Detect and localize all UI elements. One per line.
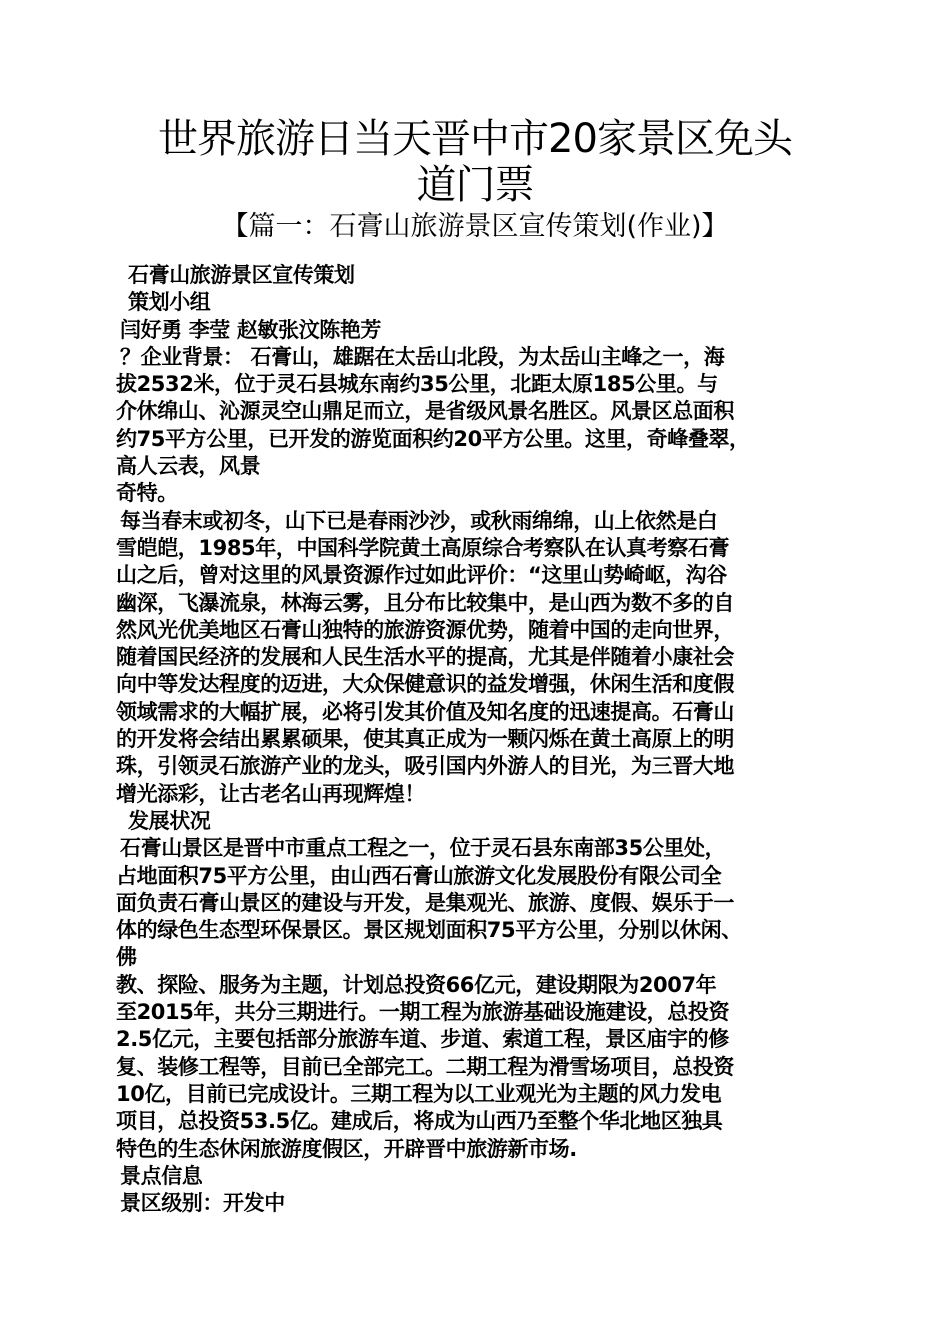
document-title xyxy=(100,116,850,208)
body-line: 体的绿色生态型环保景区。景区规划面积75平方公里，分别以休闲、 xyxy=(116,918,742,943)
body-line: 发展状况 xyxy=(128,808,211,833)
body-line: 佛 xyxy=(116,945,137,970)
body-line: 约75平方公里，已开发的游览面积约20平方公里。这里，奇峰叠翠， xyxy=(116,426,750,451)
body-line: 增光添彩，让古老名山再现辉煌！ xyxy=(116,781,425,806)
body-line: 奇特。 xyxy=(116,481,178,506)
title-line-2: 道门票 xyxy=(416,162,534,208)
body-line: 的开发将会结出累累硕果，使其真正成为一颗闪烁在黄土高原上的明 xyxy=(116,727,734,752)
body-line: 随着国民经济的发展和人民生活水平的提高，尤其是伴随着小康社会 xyxy=(116,645,734,670)
body-line: 石膏山景区是晋中市重点工程之一，位于灵石县东南部35公里处， xyxy=(120,836,726,861)
body-line: 山之后，曾对这里的风景资源作过如此评价：“这里山势崎岖，沟谷 xyxy=(116,563,727,588)
body-line: 景点信息 xyxy=(120,1163,203,1188)
body-line: 领域需求的大幅扩展，必将引发其价值及知名度的迅速提高。石膏山 xyxy=(116,699,734,724)
body-line: 10亿，目前已完成设计。三期工程为以工业观光为主题的风力发电 xyxy=(116,1081,722,1106)
body-line: 项目，总投资53.5亿。建成后，将成为山西乃至整个华北地区独具 xyxy=(116,1109,723,1134)
body-line: ？企业背景： 石膏山，雄踞在太岳山北段，为太岳山主峰之一，海 xyxy=(120,344,725,369)
body-line: 介休绵山、沁源灵空山鼎足而立，是省级风景名胜区。风景区总面积 xyxy=(116,399,734,424)
body-line: 至2015年，共分三期进行。一期工程为旅游基础设施建设，总投资 xyxy=(116,1000,730,1025)
body-line: 占地面积75平方公里，由山西石膏山旅游文化发展股份有限公司全 xyxy=(116,863,722,888)
document-body xyxy=(116,262,851,1217)
title-line-1: 世界旅游日当天晋中市20家景区免头 xyxy=(158,116,792,162)
body-line: 2.5亿元，主要包括部分旅游车道、步道、索道工程，景区庙宇的修 xyxy=(116,1027,729,1052)
body-line: 然风光优美地区石膏山独特的旅游资源优势，随着中国的走向世界， xyxy=(116,617,734,642)
body-line: 闫好勇 李莹 赵敏张汶陈艳芳 xyxy=(120,317,382,342)
body-line: 拔2532米，位于灵石县城东南约35公里，北距太原185公里。与 xyxy=(116,372,718,397)
body-line: 每当春末或初冬，山下已是春雨沙沙，或秋雨绵绵，山上依然是白 xyxy=(120,508,718,533)
body-line: 珠，引领灵石旅游产业的龙头，吸引国内外游人的目光，为三晋大地 xyxy=(116,754,734,779)
body-line: 向中等发达程度的迈进，大众保健意识的益发增强，休闲生活和度假 xyxy=(116,672,734,697)
body-line: 石膏山旅游景区宣传策划 xyxy=(128,263,355,287)
body-line: 高人云表，风景 xyxy=(116,454,261,479)
body-line: 教、探险、服务为主题，计划总投资66亿元，建设期限为2007年 xyxy=(116,972,717,997)
body-line: 幽深，飞瀑流泉，林海云雾，且分布比较集中，是山西为数不多的自 xyxy=(116,590,734,615)
body-line: 策划小组 xyxy=(128,290,211,315)
body-line: 复、装修工程等，目前已全部完工。二期工程为滑雪场项目，总投资 xyxy=(116,1054,734,1079)
body-line: 面负责石膏山景区的建设与开发，是集观光、旅游、度假、娱乐于一 xyxy=(116,890,734,915)
body-line: 雪皑皑，1985年，中国科学院黄土高原综合考察队在认真考察石膏 xyxy=(116,535,730,560)
body-line: 特色的生态休闲旅游度假区，开辟晋中旅游新市场. xyxy=(116,1136,577,1161)
body-line: 景区级别：开发中 xyxy=(120,1191,285,1216)
document-subtitle: 【篇一：石膏山旅游景区宣传策划(作业)】 xyxy=(221,211,729,242)
